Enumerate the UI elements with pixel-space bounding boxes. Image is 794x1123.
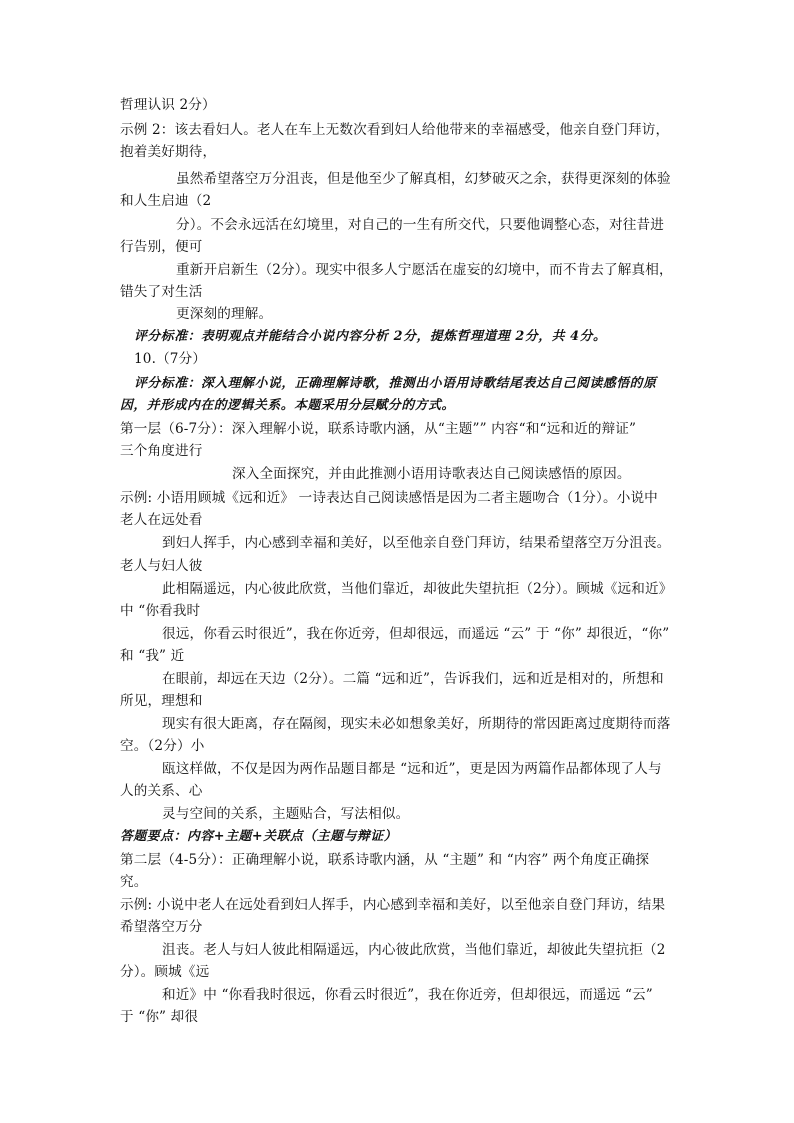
text-line: 到妇人挥手，内心感到幸福和美好，以至他亲自登门拜访，结果希望落空万分沮丧。	[162, 535, 671, 551]
text-line: 抱着美好期待，	[120, 144, 217, 160]
text-line: 第二层（4-5分）：正确理解小说，联系诗歌内涵，从 “主题” 和 “内容” 两个角度正确探	[120, 852, 650, 868]
scoring-criteria: 因，并形成内在的逻辑关系。本题采用分层赋分的方式。	[120, 398, 455, 413]
text-line: 示例: 小语用顾城《远和近》 一诗表达自己阅读感悟是因为二者主题吻合（1分）。小说中	[120, 490, 658, 506]
text-line: 行告别，便可	[120, 239, 203, 255]
text-line: 分）。不会永远活在幻境里，对自己的一生有所交代，只要他调整心态，对往昔进	[176, 217, 664, 233]
text-line: 究。	[120, 874, 148, 890]
text-line: 深入全面探究，并由此推测小语用诗歌表达自己阅读感悟的原因。	[232, 466, 631, 482]
scoring-criteria: 评分标准：表明观点并能结合小说内容分析 2分，提炼哲理道理 2分，共 4分。	[134, 329, 607, 344]
text-line: 三个角度进行	[120, 443, 203, 459]
text-line: 和近》中 “你看我时很远，你看云时很近”，我在你近旁，但却很远，而遥远 “云”	[162, 987, 653, 1003]
text-line: 哲理认识 2分）	[120, 97, 216, 113]
question-number: 10.（7分）	[134, 351, 207, 367]
text-line: 中 “你看我时	[120, 603, 201, 619]
text-line: 灵与空间的关系，主题贴合，写法相似。	[162, 806, 410, 822]
scoring-criteria: 评分标准：深入理解小说，正确理解诗歌，推测出小语用诗歌结尾表达自己阅读感悟的原	[134, 376, 657, 391]
text-line: 重新开启新生（2分）。现实中很多人宁愿活在虚妄的幻境中，而不肯去了解真相，	[176, 262, 673, 278]
text-line: 老人与妇人彼	[120, 558, 203, 574]
text-line: 老人在远处看	[120, 512, 203, 528]
text-line: 很远，你看云时很近”，我在你近旁，但却很远，而遥远 “云” 于 “你” 却很近，“你”	[162, 626, 670, 642]
text-line: 空。（2分）小	[120, 738, 205, 754]
text-line: 希望落空万分	[120, 919, 203, 935]
text-line: 错失了对生活	[120, 284, 203, 300]
text-line: 此相隔遥远，内心彼此欣赏，当他们靠近，却彼此失望抗拒（2分）。顾城《远和近》	[162, 581, 673, 597]
text-line: 于 “你” 却很	[120, 1009, 199, 1025]
text-line: 示例: 小说中老人在远处看到妇人挥手，内心感到幸福和美好，以至他亲自登门拜访，结果	[120, 897, 666, 913]
text-line: 和人生启迪（2	[120, 193, 212, 209]
answer-key-points: 答题要点：内容+主题+关联点（主题与辩证）	[120, 829, 398, 844]
text-line: 第一层（6-7分）：深入理解小说，联系诗歌内涵，从“主题”” 内容“和“远和近的辩证”	[120, 421, 637, 437]
text-line: 虽然希望落空万分沮丧，但是他至少了解真相，幻梦破灭之余，获得更深刻的体验	[176, 171, 671, 187]
text-line: 人的关系、心	[120, 783, 203, 799]
text-line: 分）。顾城《远	[120, 964, 210, 980]
text-line: 示例 2：该去看妇人。老人在车上无数次看到妇人给他带来的幸福感受，他亲自登门拜访，	[120, 122, 670, 138]
text-line: 所见，理想和	[120, 693, 203, 709]
text-line: 更深刻的理解。	[176, 306, 273, 322]
text-line: 瓯这样做，不仅是因为两作品题目都是 “远和近”，更是因为两篇作品都体现了人与	[162, 761, 662, 777]
text-line: 沮丧。老人与妇人彼此相隔遥远，内心彼此欣赏，当他们靠近，却彼此失望抗拒（2	[162, 942, 666, 958]
text-line: 在眼前，却远在天边（2分）。二篇 “远和近”，告诉我们，远和近是相对的，所想和	[162, 671, 664, 687]
text-line: 现实有很大距离，存在隔阂，现实未必如想象美好，所期待的常因距离过度期待而落	[162, 716, 671, 732]
text-line: 和 “我” 近	[120, 648, 185, 664]
